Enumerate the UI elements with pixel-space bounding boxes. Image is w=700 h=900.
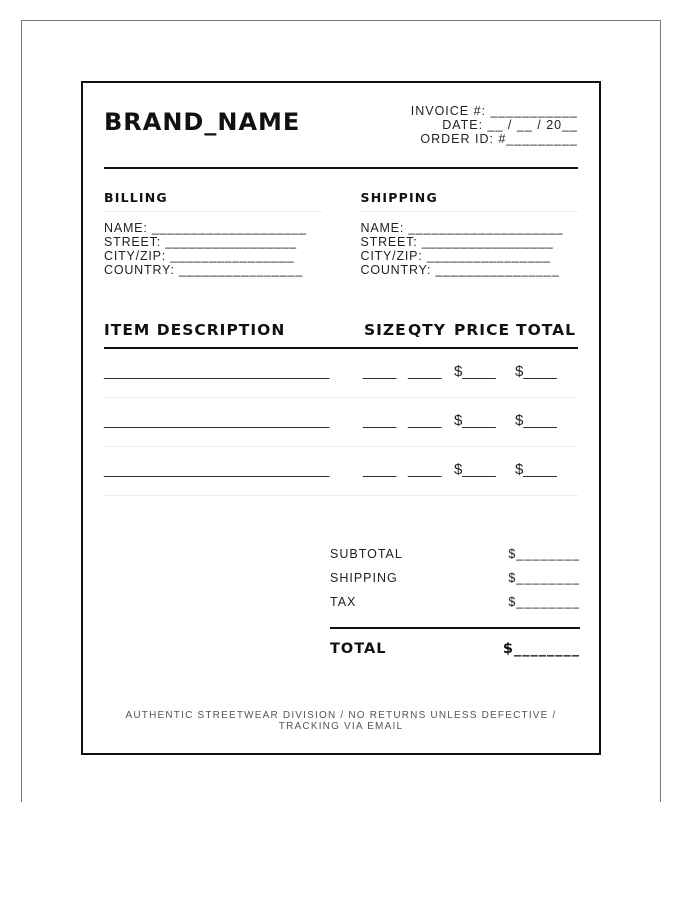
footer-line-2: TRACKING VIA EMAIL — [278, 721, 404, 732]
shipping-name-field: NAME: ____________________ — [360, 221, 564, 235]
item-description-cell: ___________________________ — [104, 461, 330, 478]
item-price-cell: $____ — [454, 412, 496, 429]
tax-row — [330, 595, 580, 619]
shipping-country-field: COUNTRY: ________________ — [360, 263, 560, 277]
billing-block — [104, 190, 322, 277]
table-row — [104, 447, 578, 496]
billing-title: BILLING — [104, 190, 322, 212]
shipping-cityzip-field: CITY/ZIP: ________________ — [360, 249, 551, 263]
tax-label: TAX — [330, 595, 357, 609]
item-total-cell: $____ — [515, 461, 557, 478]
billing-cityzip-field: CITY/ZIP: ________________ — [104, 249, 295, 263]
billing-street-field: STREET: _________________ — [104, 235, 298, 249]
subtotal-label: SUBTOTAL — [330, 547, 403, 561]
col-header-total: TOTAL — [516, 321, 576, 339]
billing-country-field: COUNTRY: ________________ — [104, 263, 304, 277]
item-price-cell: $____ — [454, 461, 496, 478]
col-header-price: PRICE — [454, 321, 511, 339]
invoice-document — [81, 81, 601, 755]
invoice-footer — [123, 710, 559, 732]
item-size-cell: ____ — [363, 363, 397, 380]
shipping-block — [361, 190, 579, 277]
footer-line-1: AUTHENTIC STREETWEAR DIVISION / NO RETURNS UNLESS DEFECTIVE / — [125, 710, 557, 721]
item-price-cell: $____ — [454, 363, 496, 380]
grand-total-label: TOTAL — [330, 641, 387, 657]
col-header-qty: QTY — [408, 321, 446, 339]
shipping-cost-value: $________ — [508, 571, 580, 585]
item-description-cell: ___________________________ — [104, 412, 330, 429]
col-header-size: SIZE — [364, 321, 407, 339]
brand-name: BRAND_NAME — [104, 108, 301, 136]
subtotal-row — [330, 547, 580, 571]
subtotal-value: $________ — [508, 547, 580, 561]
invoice-date-field: DATE: __ / __ / 20__ — [442, 118, 578, 132]
item-total-cell: $____ — [515, 363, 557, 380]
table-row — [104, 349, 578, 398]
shipping-title: SHIPPING — [361, 190, 579, 212]
grand-total-value: $________ — [502, 641, 580, 657]
invoice-header — [104, 83, 578, 169]
item-size-cell: ____ — [363, 461, 397, 478]
item-total-cell: $____ — [515, 412, 557, 429]
totals-block — [330, 547, 580, 667]
tax-value: $________ — [508, 595, 580, 609]
shipping-street-field: STREET: _________________ — [360, 235, 554, 249]
item-qty-cell: ____ — [408, 412, 442, 429]
order-id-field: ORDER ID: #_________ — [420, 132, 578, 146]
totals-divider — [330, 627, 580, 629]
table-row — [104, 398, 578, 447]
invoice-meta — [411, 104, 578, 146]
shipping-cost-row — [330, 571, 580, 595]
items-table-header — [104, 317, 578, 349]
item-size-cell: ____ — [363, 412, 397, 429]
invoice-number-field: INVOICE #: ___________ — [410, 104, 578, 118]
shipping-cost-label: SHIPPING — [330, 571, 398, 585]
item-qty-cell: ____ — [408, 363, 442, 380]
item-qty-cell: ____ — [408, 461, 442, 478]
grand-total-row — [330, 639, 580, 667]
address-section — [104, 190, 578, 277]
item-description-cell: ___________________________ — [104, 363, 330, 380]
col-header-description: ITEM DESCRIPTION — [104, 321, 286, 339]
billing-name-field: NAME: ____________________ — [104, 221, 307, 235]
